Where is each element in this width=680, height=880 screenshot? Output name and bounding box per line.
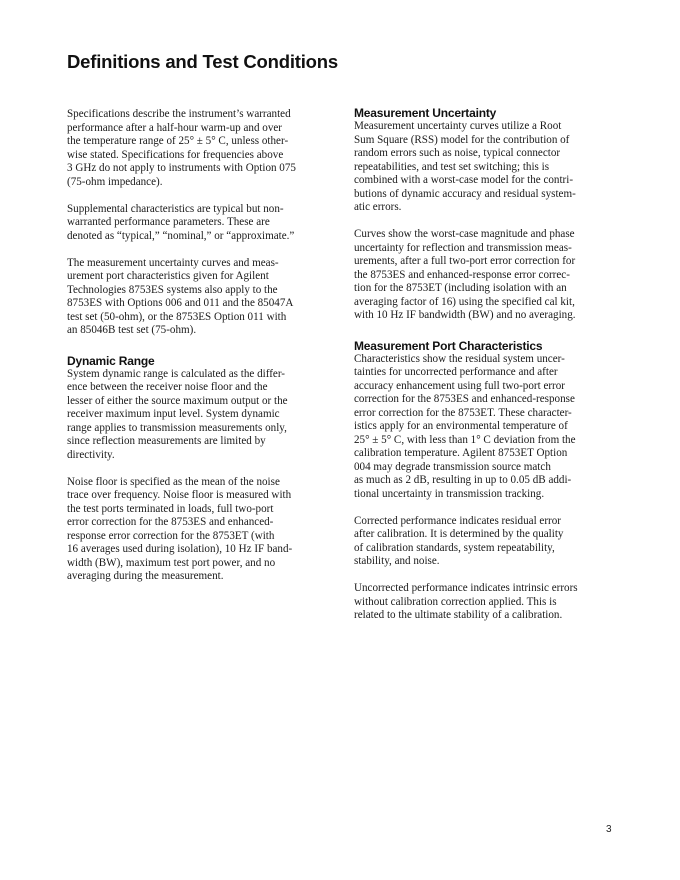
intro-paragraph-specifications: Specifications describe the instrument’s warranted performance after a half-hour warm-up and over the temperature range of 25° ± 5° C, unless other- wise stated. Specifications for frequencies above 3 GHz do not apply to instruments with Option 075 (75-ohm impedance). — [67, 108, 296, 188]
port-characteristics-paragraph-3: Uncorrected performance indicates intrinsic errors without calibration correction applied. This is related to the ultimate stability of a calibration. — [354, 582, 578, 621]
measurement-uncertainty-paragraph-1: Measurement uncertainty curves utilize a Root Sum Square (RSS) model for the contribution of random errors such as noise, typical connector repeatabilities, and test set switching; this is combined with a worst-case model for the contri- butions of dynamic accuracy and residual system- atic errors. — [354, 120, 576, 213]
intro-paragraph-uncertainty-curves: The measurement uncertainty curves and meas- urement port characteristics given for Agilent Technologies 8753ES systems also apply to the 8753ES with Options 006 and 011 and the 85047A test set (50-ohm), or the 8753ES Option 011 with an 85046B test set (75-ohm). — [67, 256, 294, 336]
port-characteristics-paragraph-1: Characteristics show the residual system uncer- tainties for uncorrected performance and after accuracy enhancement using full two-port error correction for the 8753ES and enhanced-response error correction for the 8753ET. These character- istics apply for an environmental temperature of 25° ± 5° C, with less than 1° C deviation from the calibration temperature. Agilent 8753ET Option 004 may degrade transmission source match as much as 2 dB, resulting in up to 0.05 dB addi- tional uncertainty in transmission tracking. — [354, 352, 576, 500]
port-characteristics-paragraph-2: Corrected performance indicates residual error after calibration. It is determined by the quality of calibration standards, system repeatability, stability, and noise. — [354, 514, 564, 567]
port-characteristics-heading: Measurement Port Characteristics — [354, 338, 543, 353]
measurement-uncertainty-paragraph-2: Curves show the worst-case magnitude and phase uncertainty for reflection and transmission meas- urements, after a full two-port error correction for the 8753ES and enhanced-response error correc- tion for the 8753ET (including isolation with an averaging factor of 16) using the specified cal kit, with 10 Hz IF bandwidth (BW) and no averaging. — [354, 228, 576, 321]
right-column — [354, 106, 616, 623]
dynamic-range-paragraph-1: System dynamic range is calculated as the differ- ence between the receiver noise floor and the lesser of either the source maximum output or the receiver maximum input level. System dynamic range applies to transmission measurements only, since reflection measurements are limited by directivity. — [67, 367, 288, 461]
page-title: Definitions and Test Conditions — [67, 51, 338, 72]
left-column — [67, 108, 329, 584]
measurement-uncertainty-heading: Measurement Uncertainty — [354, 106, 497, 120]
intro-paragraph-supplemental: Supplemental characteristics are typical but non- warranted performance parameters. These are denoted as “typical,” “nominal,” or “approximate.” — [67, 202, 295, 242]
dynamic-range-heading: Dynamic Range — [67, 353, 155, 368]
dynamic-range-paragraph-2: Noise floor is specified as the mean of the noise trace over frequency. Noise floor is measured with the test ports terminated in loads, full two-port error correction for the 8753ES and enhanced- response error correction for the 8753ET (with 16 averages used during isolation), 10 Hz IF band- width (BW), maximum test port power, and no averaging during the measurement. — [67, 475, 293, 582]
page-number: 3 — [606, 824, 612, 835]
